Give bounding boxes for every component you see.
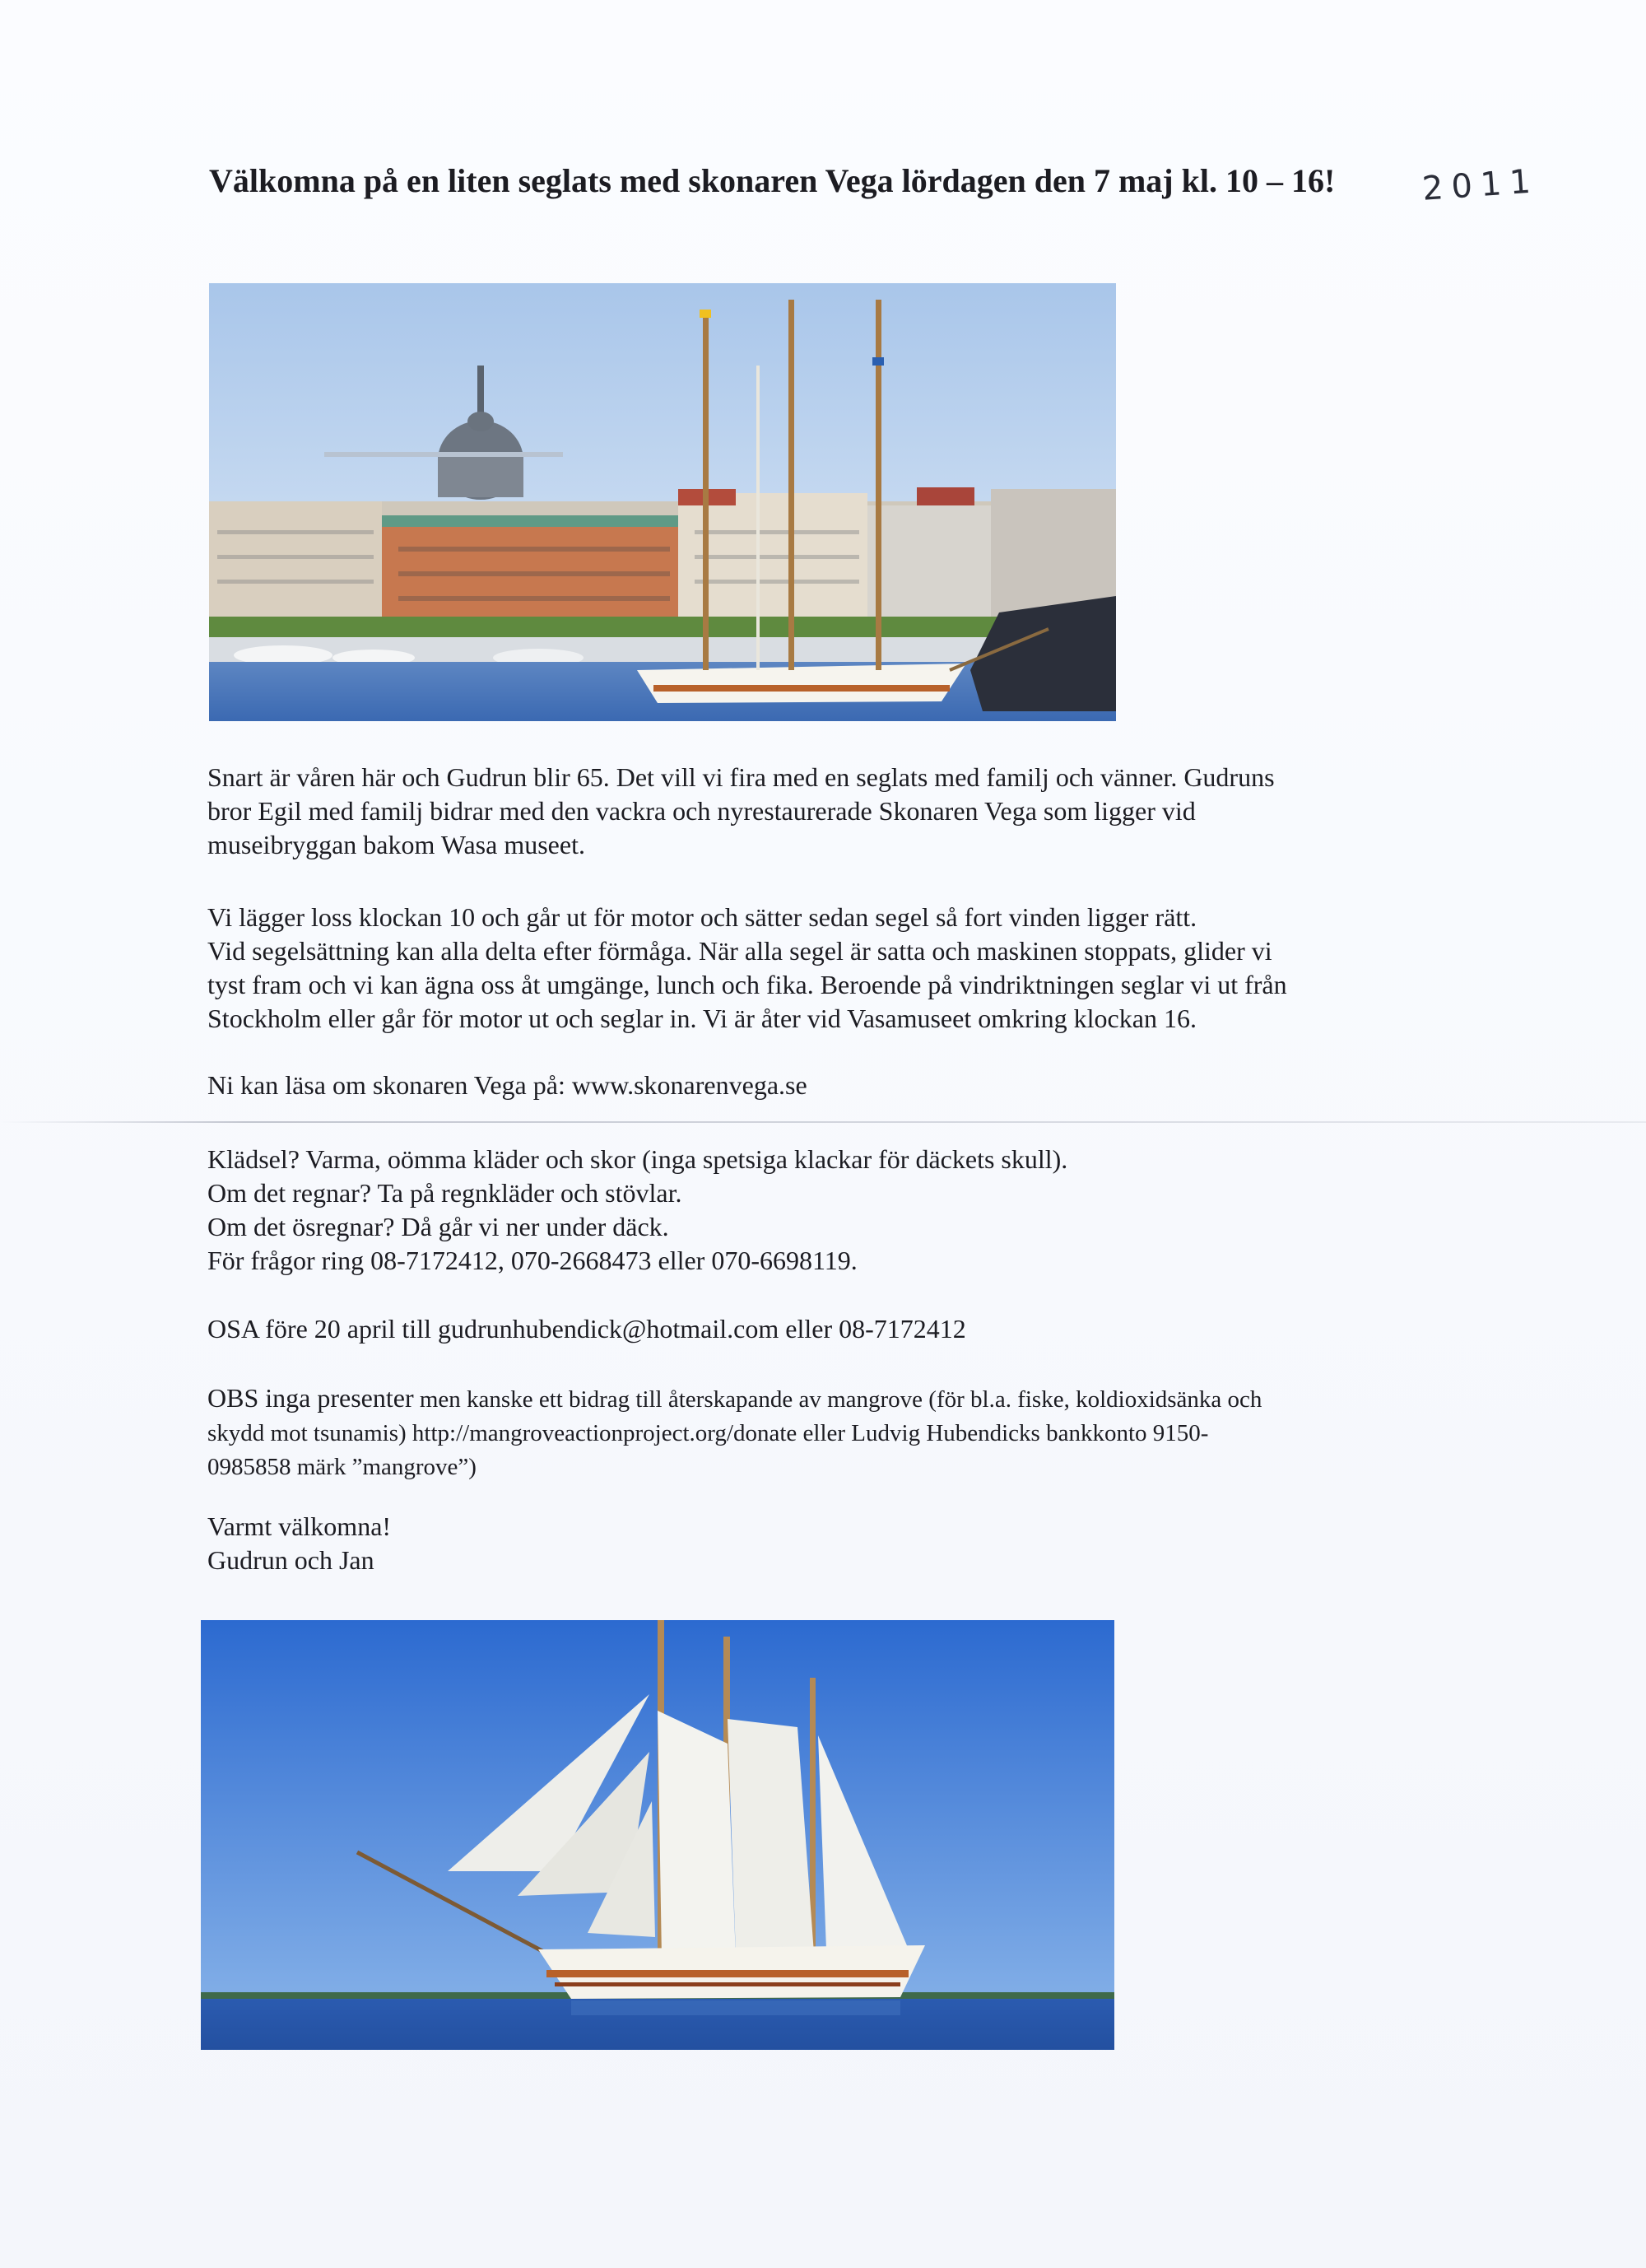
practical-line: Om det regnar? Ta på regnkläder och stövlar. <box>207 1178 682 1208</box>
closing-signature: Gudrun och Jan <box>207 1545 374 1575</box>
website-line: Ni kan läsa om skonaren Vega på: www.skonarenvega.se <box>207 1070 807 1100</box>
intro-line: bror Egil med familj bidrar med den vackra och nyrestaurerade Skonaren Vega som ligger vid <box>207 796 1196 826</box>
osa-paragraph <box>207 1312 1450 1346</box>
handwritten-year: 2011 <box>1420 162 1541 208</box>
sailing-schooner-illustration <box>201 1620 1114 2050</box>
paper-fold-line <box>0 1121 1646 1123</box>
plan-line: Vid segelsättning kan alla delta efter förmåga. När alla segel är satta och maskinen stoppats, glider vi <box>207 936 1272 966</box>
plan-line: Stockholm eller går för motor ut och seglar in. Vi är åter vid Vasamuseet omkring klockan 16. <box>207 1004 1197 1033</box>
plan-line: Vi lägger loss klockan 10 och går ut för motor och sätter sedan segel så fort vinden ligger rätt. <box>207 902 1197 932</box>
plan-paragraph <box>207 901 1450 1036</box>
obs-line: skydd mot tsunamis) http://mangroveactionproject.org/donate eller Ludvig Hubendicks bankkonto 9150- <box>207 1420 1209 1446</box>
obs-line: 0985858 märk ”mangrove”) <box>207 1454 477 1480</box>
plan-line: tyst fram och vi kan ägna oss åt umgänge, lunch och fika. Beroende på vindriktningen seglar vi ut från <box>207 970 1287 999</box>
invitation-title: Välkomna på en liten seglats med skonaren Vega lördagen den 7 maj kl. 10 – 16! <box>209 162 1336 199</box>
obs-line <box>207 1381 1450 1417</box>
practical-line: Om det ösregnar? Då går vi ner under däck. <box>207 1212 669 1241</box>
intro-line: Snart är våren här och Gudrun blir 65. Det vill vi fira med en seglats med familj och vänner. Gudruns <box>207 762 1275 792</box>
harbor-photo-illustration <box>209 283 1116 721</box>
sailing-schooner-photo <box>201 1620 1114 2050</box>
website-paragraph <box>207 1069 1450 1102</box>
practical-line: För frågor ring 08-7172412, 070-2668473 eller 070-6698119. <box>207 1246 858 1275</box>
obs-paragraph <box>207 1381 1450 1484</box>
closing-paragraph <box>207 1510 1450 1577</box>
obs-line-rest: men kanske ett bidrag till återskapande av mangrove (för bl.a. fiske, koldioxidsänka och <box>413 1386 1262 1413</box>
practical-info-paragraph <box>207 1143 1450 1278</box>
practical-line: Klädsel? Varma, oömma kläder och skor (inga spetsiga klackar för däckets skull). <box>207 1144 1068 1174</box>
closing-greeting: Varmt välkomna! <box>207 1511 392 1541</box>
intro-line: museibryggan bakom Wasa museet. <box>207 830 585 859</box>
obs-lead: OBS inga presenter <box>207 1383 414 1413</box>
osa-line: OSA före 20 april till gudrunhubendick@hotmail.com eller 08-7172412 <box>207 1314 966 1344</box>
intro-paragraph <box>207 761 1450 862</box>
harbor-photo <box>209 283 1116 721</box>
